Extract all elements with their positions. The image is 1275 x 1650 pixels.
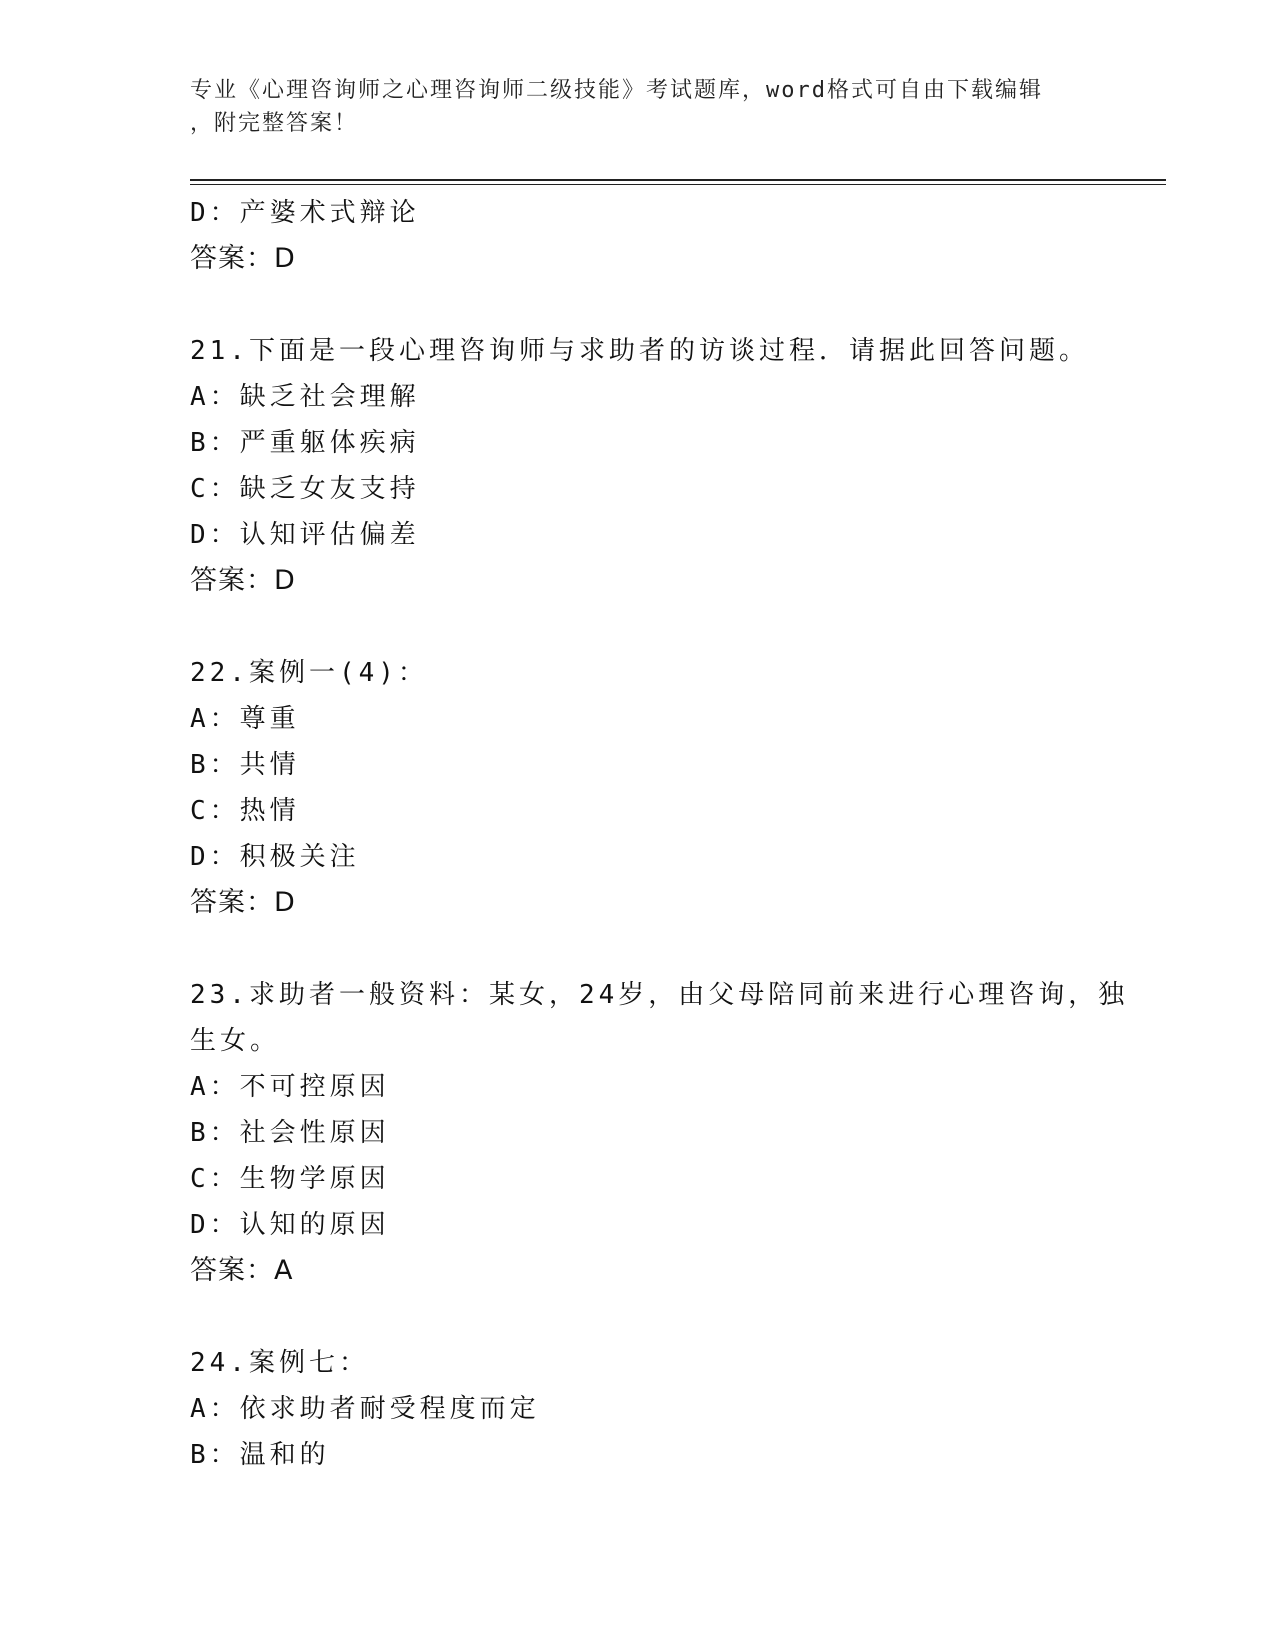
header-line-1: 专业《心理咨询师之心理咨询师二级技能》考试题库，word格式可自由下载编辑 bbox=[190, 78, 1043, 103]
question-22 bbox=[190, 650, 1090, 926]
option-b: B：共情 bbox=[190, 750, 300, 780]
header-divider-thin bbox=[190, 184, 1166, 185]
document-header bbox=[190, 74, 1090, 140]
option-c: C：缺乏女友支持 bbox=[190, 474, 420, 504]
option-a: A：不可控原因 bbox=[190, 1072, 390, 1102]
question-stem-line-1: 23.求助者一般资料：某女，24岁，由父母陪同前来进行心理咨询，独 bbox=[190, 980, 1129, 1010]
option-b: B：温和的 bbox=[190, 1440, 330, 1470]
previous-question-tail bbox=[190, 190, 1090, 282]
question-21 bbox=[190, 328, 1090, 604]
option-c: C：生物学原因 bbox=[190, 1164, 390, 1194]
option-b: B：严重躯体疾病 bbox=[190, 428, 420, 458]
question-23 bbox=[190, 972, 1129, 1294]
option-d: D：认知的原因 bbox=[190, 1210, 390, 1240]
answer-line: 答案：D bbox=[190, 887, 296, 918]
answer-line: 答案：D bbox=[190, 565, 296, 596]
option-a: A：依求助者耐受程度而定 bbox=[190, 1394, 540, 1424]
question-stem: 22.案例一(4)： bbox=[190, 658, 428, 688]
question-stem: 21.下面是一段心理咨询师与求助者的访谈过程．请据此回答问题。 bbox=[190, 336, 1089, 366]
question-stem: 24.案例七： bbox=[190, 1348, 369, 1378]
option-d: D：认知评估偏差 bbox=[190, 520, 420, 550]
question-list bbox=[190, 190, 1129, 1478]
answer-line: 答案：D bbox=[190, 243, 296, 274]
question-24 bbox=[190, 1340, 1090, 1478]
header-line-2: ，附完整答案！ bbox=[190, 111, 359, 136]
option-a: A：缺乏社会理解 bbox=[190, 382, 420, 412]
header-divider-thick bbox=[190, 179, 1166, 181]
option-d: D：积极关注 bbox=[190, 842, 360, 872]
option-c: C：热情 bbox=[190, 796, 300, 826]
question-stem-line-2: 生女。 bbox=[190, 1026, 281, 1056]
answer-line: 答案：A bbox=[190, 1255, 294, 1286]
option-a: A：尊重 bbox=[190, 704, 300, 734]
option-b: B：社会性原因 bbox=[190, 1118, 390, 1148]
option-d: D：产婆术式辩论 bbox=[190, 198, 420, 228]
